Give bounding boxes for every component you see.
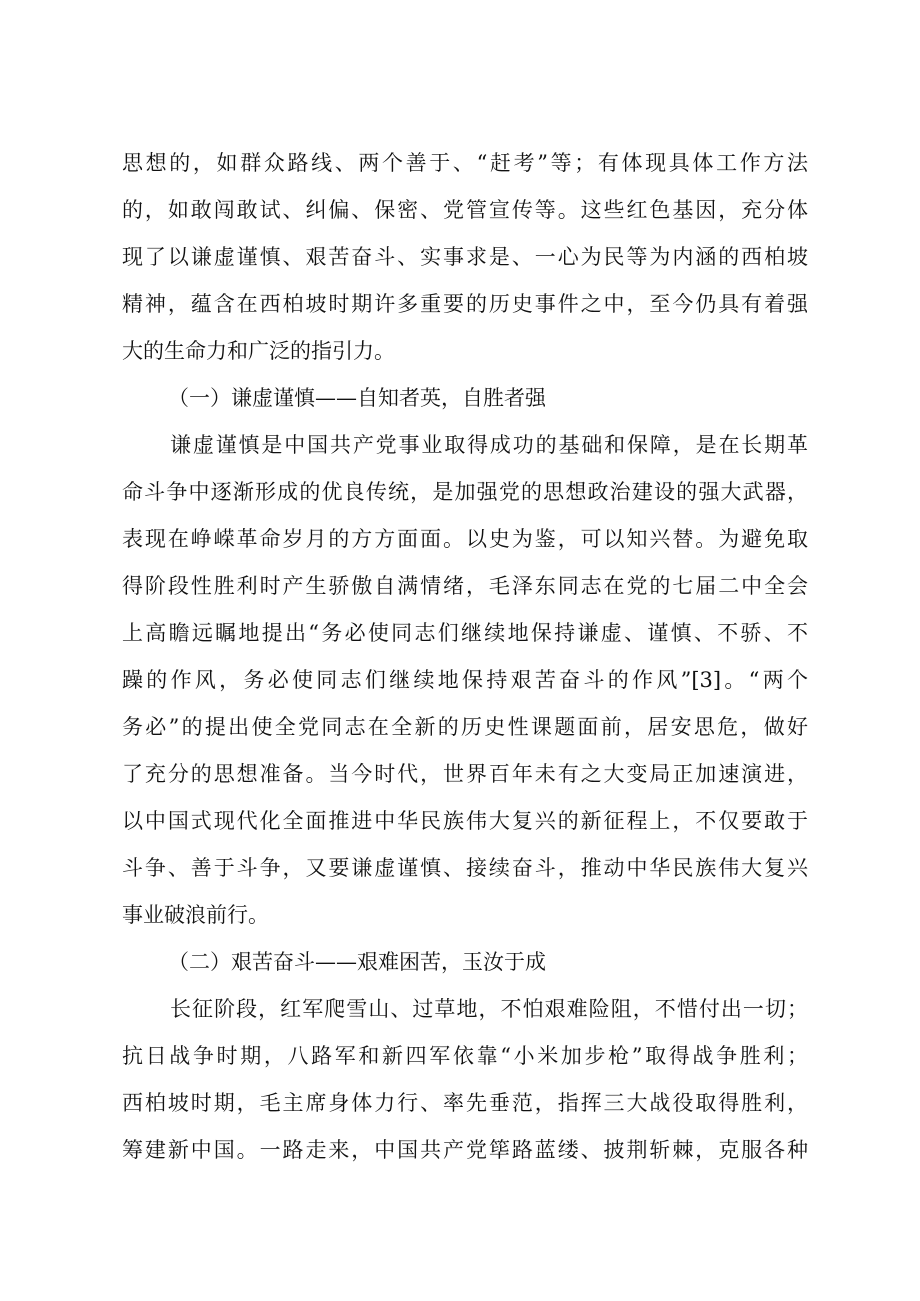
body-text-line: 抗日战争时期，八路军和新四军依靠“小米加步枪”取得战争胜利； bbox=[122, 1044, 808, 1068]
body-text-line: 得阶段性胜利时产生骄傲自满情绪，毛泽东同志在党的七届二中全会 bbox=[122, 574, 808, 598]
body-text-line: 思想的，如群众路线、两个善于、“赶考”等；有体现具体工作方法 bbox=[122, 151, 808, 175]
body-text-line: 现了以谦虚谨慎、艰苦奋斗、实事求是、一心为民等为内涵的西柏坡 bbox=[122, 245, 808, 269]
body-text-line: 的，如敢闯敢试、纠偏、保密、党管宣传等。这些红色基因，充分体 bbox=[122, 198, 808, 222]
section-heading: （一）谦虚谨慎——自知者英，自胜者强 bbox=[168, 386, 546, 410]
body-text-line: 斗争、善于斗争，又要谦虚谨慎、接续奋斗，推动中华民族伟大复兴 bbox=[122, 856, 808, 880]
body-text-line: 大的生命力和广泛的指引力。 bbox=[122, 339, 395, 363]
body-text-line: 事业破浪前行。 bbox=[122, 903, 269, 927]
body-text-line: 长征阶段，红军爬雪山、过草地，不怕艰难险阻，不惜付出一切； bbox=[170, 997, 808, 1021]
body-text-line: 务必”的提出使全党同志在全新的历史性课题面前，居安思危，做好 bbox=[122, 715, 808, 739]
body-text-line: 精神，蕴含在西柏坡时期许多重要的历史事件之中，至今仍具有着强 bbox=[122, 292, 808, 316]
body-text-line: 躁的作风，务必使同志们继续地保持艰苦奋斗的作风”[3]。“两个 bbox=[122, 668, 808, 692]
body-text-line: 筹建新中国。一路走来，中国共产党筚路蓝缕、披荆斩棘，克服各种 bbox=[122, 1138, 808, 1162]
section-heading: （二）艰苦奋斗——艰难困苦，玉汝于成 bbox=[168, 950, 546, 974]
body-text-line: 表现在峥嵘革命岁月的方方面面。以史为鉴，可以知兴替。为避免取 bbox=[122, 527, 808, 551]
body-text-line: 了充分的思想准备。当今时代，世界百年未有之大变局正加速演进， bbox=[122, 762, 808, 786]
body-text-line: 命斗争中逐渐形成的优良传统，是加强党的思想政治建设的强大武器， bbox=[122, 480, 808, 504]
body-text-line: 以中国式现代化全面推进中华民族伟大复兴的新征程上，不仅要敢于 bbox=[122, 809, 808, 833]
body-text-line: 谦虚谨慎是中国共产党事业取得成功的基础和保障，是在长期革 bbox=[170, 433, 808, 457]
body-text-line: 西柏坡时期，毛主席身体力行、率先垂范，指挥三大战役取得胜利， bbox=[122, 1091, 808, 1115]
body-text-line: 上高瞻远瞩地提出“务必使同志们继续地保持谦虚、谨慎、不骄、不 bbox=[122, 621, 808, 645]
document-body bbox=[122, 140, 808, 1174]
